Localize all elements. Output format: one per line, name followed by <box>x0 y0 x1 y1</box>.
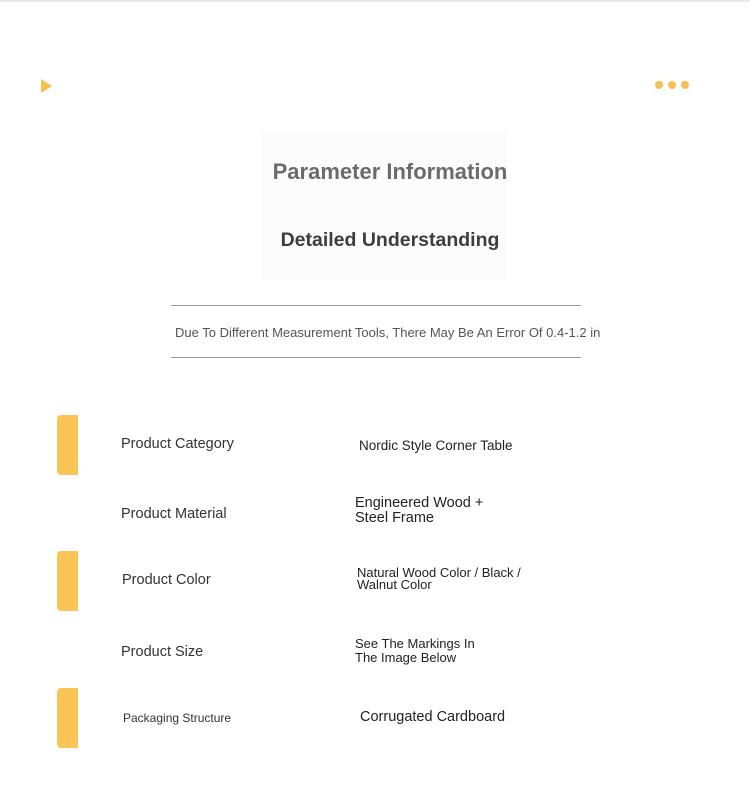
param-row-category <box>0 415 750 475</box>
param-value: Natural Wood Color / Black / Walnut Color <box>357 565 521 592</box>
param-label: Product Material <box>121 506 227 522</box>
param-value: Corrugated Cardboard <box>360 709 506 725</box>
param-row-packaging <box>0 688 750 748</box>
param-label: Product Size <box>121 644 204 660</box>
page-title: Parameter Information <box>272 159 508 184</box>
param-value: See The Markings In The Image Below <box>355 636 475 665</box>
title-card <box>261 131 507 281</box>
param-value: Nordic Style Corner Table <box>359 438 513 453</box>
divider-bottom <box>171 357 581 358</box>
page-subtitle: Detailed Understanding <box>280 229 500 251</box>
three-dots-icon <box>655 81 689 89</box>
param-label: Packaging Structure <box>123 711 232 725</box>
dot <box>668 81 676 89</box>
dot <box>681 81 689 89</box>
dot <box>655 81 663 89</box>
param-row-size <box>0 621 750 681</box>
param-value: Engineered Wood + Steel Frame <box>355 495 484 526</box>
param-row-material <box>0 484 750 544</box>
triangle-play-icon <box>41 79 52 93</box>
top-divider <box>0 0 750 2</box>
accent-bar <box>57 551 78 611</box>
measurement-note: Due To Different Measurement Tools, There May Be An Error Of 0.4-1.2 in <box>175 325 601 340</box>
accent-bar <box>57 415 78 475</box>
accent-bar <box>57 688 78 748</box>
divider-top <box>171 305 581 306</box>
param-label: Product Category <box>121 436 234 452</box>
param-label: Product Color <box>122 572 211 588</box>
param-row-color <box>0 551 750 611</box>
